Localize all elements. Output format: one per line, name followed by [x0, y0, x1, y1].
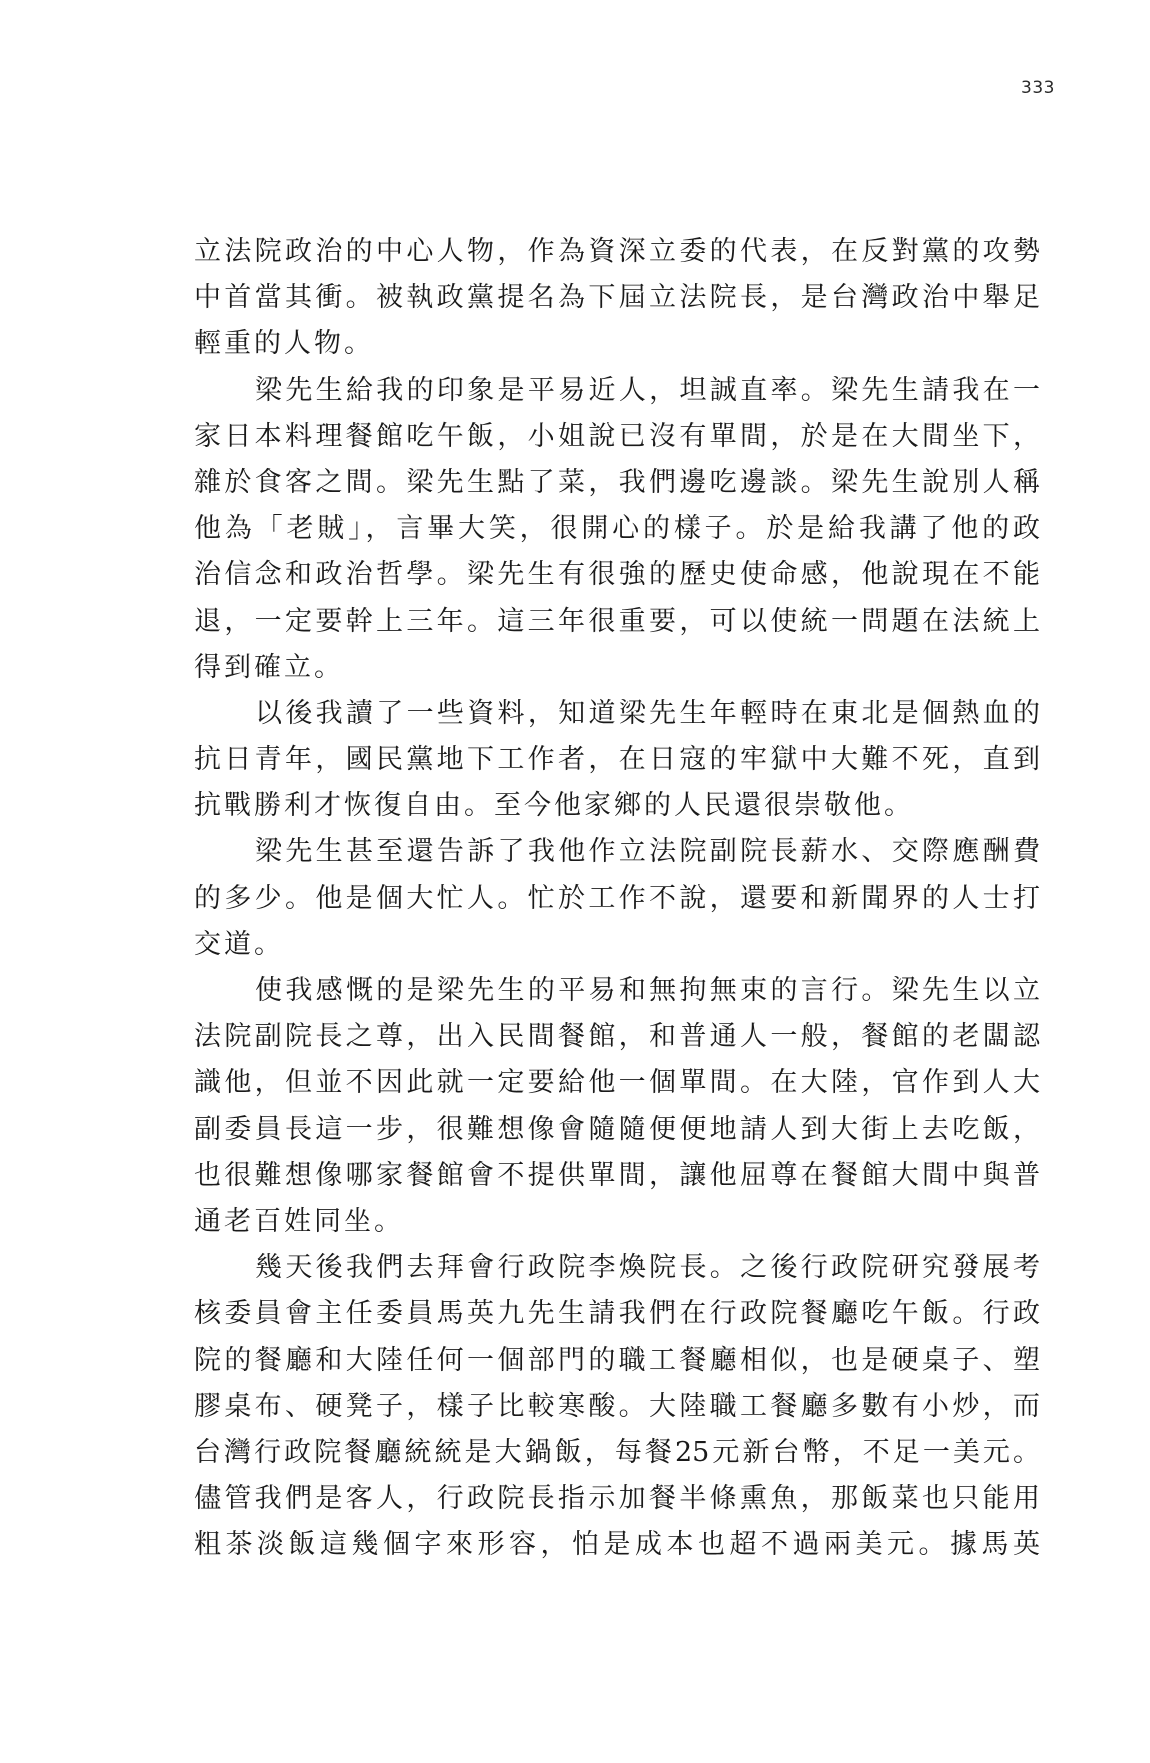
paragraph	[194, 691, 1040, 830]
paragraph	[194, 1245, 1040, 1568]
text-line: 抗日青年，國民黨地下工作者，在日寇的牢獄中大難不死，直到	[194, 744, 1040, 776]
paragraph	[194, 968, 1040, 1245]
text-line: 輕重的人物。	[194, 328, 374, 360]
text-line: 交道。	[194, 928, 284, 960]
text-line: 得到確立。	[194, 651, 344, 683]
text-line: 中首當其衝。被執政黨提名為下屆立法院長，是台灣政治中舉足	[194, 282, 1040, 314]
text-line: 的多少。他是個大忙人。忙於工作不說，還要和新聞界的人士打	[194, 882, 1040, 914]
text-line: 也很難想像哪家餐館會不提供單間，讓他屈尊在餐館大間中與普	[194, 1159, 1040, 1191]
text-line: 立法院政治的中心人物，作為資深立委的代表，在反對黨的攻勢	[194, 236, 1040, 267]
text-line: 法院副院長之尊，出入民間餐館，和普通人一般，餐館的老闆認	[194, 1021, 1040, 1053]
text-line: 梁先生甚至還告訴了我他作立法院副院長薪水、交際應酬費	[255, 836, 1040, 868]
text-line: 膠桌布、硬凳子，樣子比較寒酸。大陸職工餐廳多數有小炒，而	[194, 1390, 1040, 1422]
text-line: 台灣行政院餐廳統統是大鍋飯，每餐25元新台幣，不足一美元。	[194, 1436, 1040, 1468]
text-line: 使我感慨的是梁先生的平易和無拘無束的言行。梁先生以立	[255, 975, 1040, 1006]
text-line: 幾天後我們去拜會行政院李煥院長。之後行政院研究發展考	[255, 1252, 1040, 1284]
text-line: 雜於食客之間。梁先生點了菜，我們邊吃邊談。梁先生說別人稱	[194, 466, 1040, 498]
text-line: 抗戰勝利才恢復自由。至今他家鄉的人民還很崇敬他。	[194, 790, 914, 822]
text-line: 識他，但並不因此就一定要給他一個單間。在大陸，官作到人大	[194, 1067, 1040, 1099]
text-line: 梁先生給我的印象是平易近人，坦誠直率。梁先生請我在一	[255, 374, 1040, 406]
text-line: 儘管我們是客人，行政院長指示加餐半條熏魚，那飯菜也只能用	[194, 1483, 1040, 1515]
text-line: 以後我讀了一些資料，知道梁先生年輕時在東北是個熱血的	[255, 697, 1040, 729]
text-line: 院的餐廳和大陸任何一個部門的職工餐廳相似，也是硬桌子、塑	[194, 1344, 1040, 1376]
paragraph	[194, 829, 1040, 968]
text-line: 他為「老賊」，言畢大笑，很開心的樣子。於是給我講了他的政	[194, 513, 1040, 545]
page-number: 333	[1021, 78, 1055, 98]
text-line: 退，一定要幹上三年。這三年很重要，可以使統一問題在法統上	[194, 605, 1040, 637]
text-line: 通老百姓同坐。	[194, 1205, 404, 1237]
text-line: 家日本料理餐館吃午飯，小姐說已沒有單間，於是在大間坐下，	[194, 420, 1040, 452]
paragraph	[194, 229, 1040, 368]
text-line: 核委員會主任委員馬英九先生請我們在行政院餐廳吃午飯。行政	[194, 1298, 1040, 1330]
body-text	[194, 229, 1040, 1568]
text-line: 粗茶淡飯這幾個字來形容，怕是成本也超不過兩美元。據馬英	[194, 1529, 1040, 1561]
paragraph	[194, 368, 1040, 691]
text-line: 副委員長這一步，很難想像會隨隨便便地請人到大街上去吃飯，	[194, 1113, 1040, 1145]
text-line: 治信念和政治哲學。梁先生有很強的歷史使命感，他說現在不能	[194, 559, 1040, 591]
